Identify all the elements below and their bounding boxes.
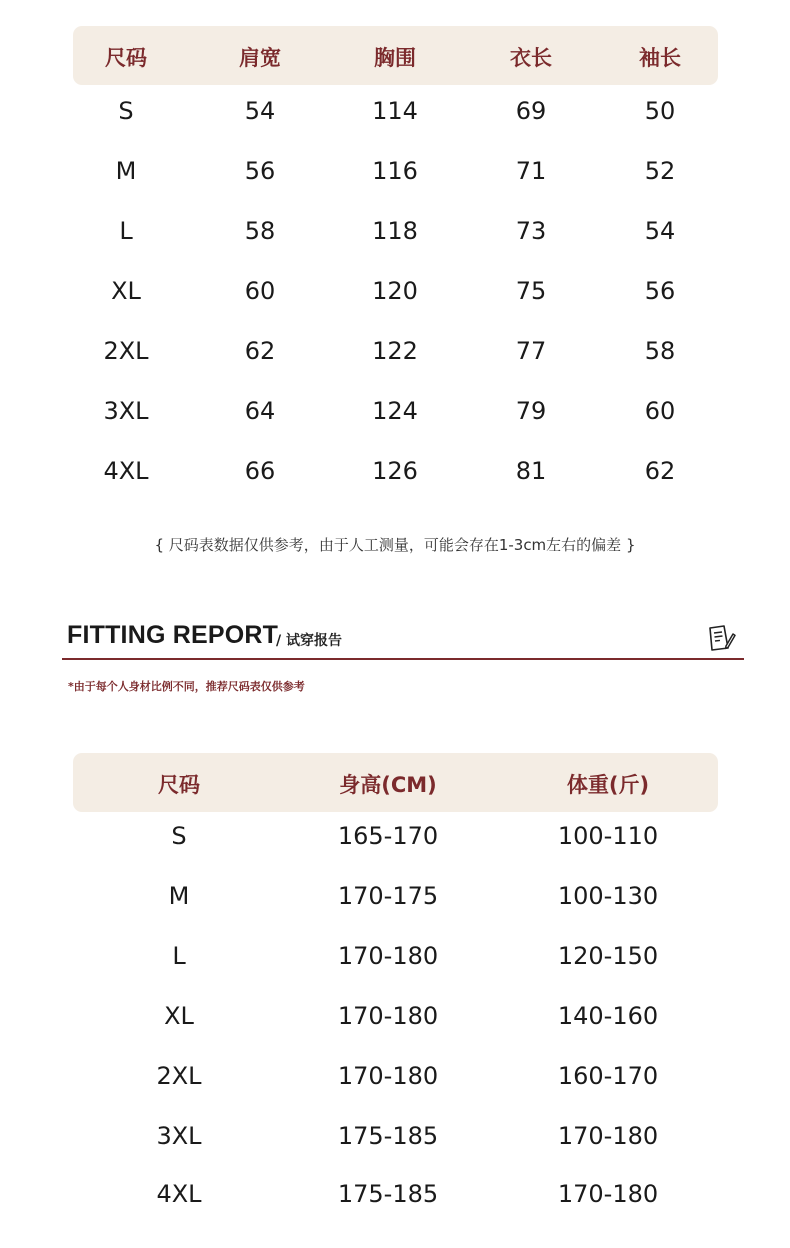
table-cell-weight: 100-110 (557, 822, 659, 850)
size-table-header-length: 衣长 (510, 46, 552, 70)
table-cell-length: 75 (515, 277, 547, 305)
table-cell-chest: 122 (372, 337, 418, 365)
table-cell-length: 81 (515, 457, 547, 485)
table-cell-height: 170-180 (337, 1002, 439, 1030)
table-cell-length: 77 (515, 337, 547, 365)
table-cell-size: M (115, 157, 137, 185)
size-table-header-sleeve: 袖长 (639, 46, 681, 70)
table-cell-chest: 126 (372, 457, 418, 485)
table-cell-shoulder: 66 (244, 457, 276, 485)
table-cell-size: L (172, 942, 186, 970)
size-table-note: { 尺码表数据仅供参考，由于人工测量，可能会存在1-3cm左右的偏差 } (154, 536, 636, 554)
table-cell-height: 175-185 (337, 1180, 439, 1208)
table-cell-shoulder: 62 (244, 337, 276, 365)
table-cell-size: 3XL (156, 1122, 202, 1150)
fitting-report-title: FITTING REPORT (67, 621, 279, 649)
table-cell-size: L (119, 217, 133, 245)
table-cell-size: 4XL (103, 457, 149, 485)
fit-table-header-height: 身高(CM) (339, 773, 437, 797)
fitting-report-divider (62, 658, 744, 660)
table-cell-height: 175-185 (337, 1122, 439, 1150)
table-cell-size: M (168, 882, 190, 910)
table-cell-size: XL (111, 277, 141, 305)
fitting-report-subtitle: / 试穿报告 (276, 633, 342, 649)
table-cell-sleeve: 54 (644, 217, 676, 245)
fit-table-header-size: 尺码 (158, 773, 200, 797)
table-cell-weight: 100-130 (557, 882, 659, 910)
table-cell-size: 4XL (156, 1180, 202, 1208)
table-cell-chest: 118 (372, 217, 418, 245)
table-cell-size: S (171, 822, 187, 850)
fit-table-header-weight: 体重(斤) (566, 773, 650, 797)
table-cell-weight: 140-160 (557, 1002, 659, 1030)
table-cell-shoulder: 54 (244, 97, 276, 125)
fitting-report-warning: *由于每个人身材比例不同，推荐尺码表仅供参考 (68, 680, 305, 693)
table-cell-height: 165-170 (337, 822, 439, 850)
table-cell-weight: 170-180 (557, 1122, 659, 1150)
table-cell-chest: 116 (372, 157, 418, 185)
table-cell-sleeve: 60 (644, 397, 676, 425)
table-cell-weight: 120-150 (557, 942, 659, 970)
table-cell-shoulder: 64 (244, 397, 276, 425)
table-cell-size: 2XL (156, 1062, 202, 1090)
table-cell-sleeve: 50 (644, 97, 676, 125)
table-cell-shoulder: 60 (244, 277, 276, 305)
table-cell-shoulder: 58 (244, 217, 276, 245)
table-cell-size: 2XL (103, 337, 149, 365)
table-cell-weight: 160-170 (557, 1062, 659, 1090)
table-cell-length: 73 (515, 217, 547, 245)
size-table-header-size: 尺码 (105, 46, 147, 70)
table-cell-chest: 120 (372, 277, 418, 305)
table-cell-sleeve: 58 (644, 337, 676, 365)
table-cell-size: XL (164, 1002, 194, 1030)
notepad-pen-icon (704, 622, 736, 658)
table-cell-length: 69 (515, 97, 547, 125)
table-cell-size: 3XL (103, 397, 149, 425)
table-cell-height: 170-175 (337, 882, 439, 910)
table-cell-length: 79 (515, 397, 547, 425)
table-cell-size: S (118, 97, 134, 125)
table-cell-length: 71 (515, 157, 547, 185)
table-cell-sleeve: 52 (644, 157, 676, 185)
table-cell-sleeve: 62 (644, 457, 676, 485)
table-cell-chest: 124 (372, 397, 418, 425)
size-table-header-shoulder: 肩宽 (239, 46, 281, 70)
table-cell-sleeve: 56 (644, 277, 676, 305)
table-cell-weight: 170-180 (557, 1180, 659, 1208)
size-table-header-chest: 胸围 (374, 46, 416, 70)
table-cell-height: 170-180 (337, 1062, 439, 1090)
table-cell-shoulder: 56 (244, 157, 276, 185)
table-cell-chest: 114 (372, 97, 418, 125)
table-cell-height: 170-180 (337, 942, 439, 970)
